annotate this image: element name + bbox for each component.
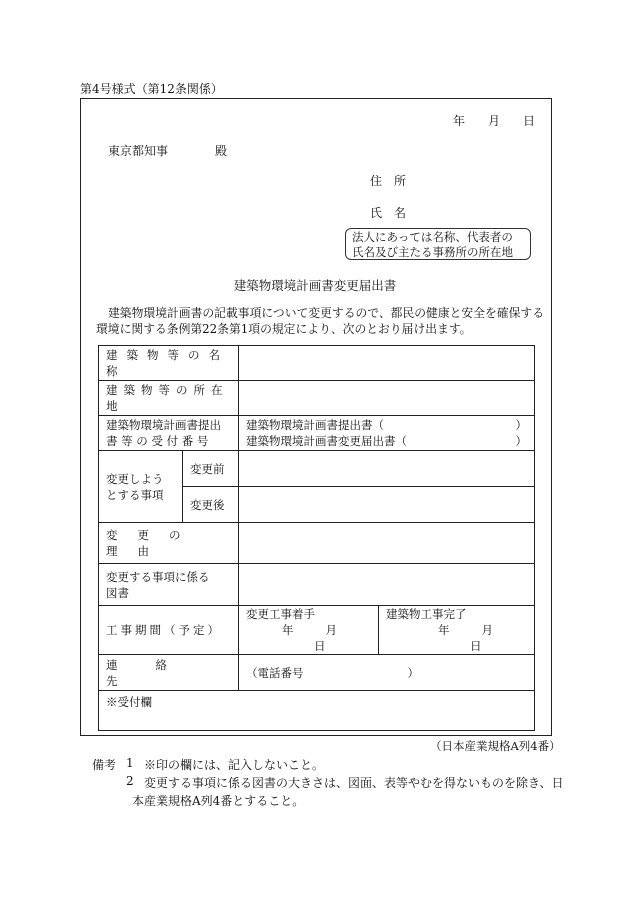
building-name-label: 建築物等の名称: [99, 346, 239, 381]
form-number: 第4号様式（第12条関係）: [80, 82, 223, 96]
building-location-label: 建築物等の所在地: [99, 381, 239, 416]
addressee-name: 東京都知事: [108, 144, 169, 158]
completion-field[interactable]: 建築物工事完了 年 月日: [379, 606, 535, 655]
corp-note-line2: 氏名及び主たる事務所の所在地: [352, 245, 513, 259]
note2-line2: 本産業規格A列4番とすること。: [132, 794, 305, 808]
contact-label: 連絡先: [99, 655, 239, 691]
period-label: 工事期間（予定）: [99, 606, 239, 655]
receipt-number-field[interactable]: 建築物環境計画書提出書（ ） 建築物環境計画書変更届出書（ ）: [239, 416, 535, 451]
date-month: 月: [488, 114, 501, 128]
address-label: 住 所: [370, 174, 407, 188]
reception-label: ※受付欄: [106, 695, 152, 709]
after-field[interactable]: [239, 487, 535, 523]
docs-label: 変更する事項に係る 図書: [99, 564, 239, 606]
before-label: 変更前: [183, 451, 239, 487]
note2-number: 2: [126, 774, 134, 788]
form-title: 建築物環境計画書変更届出書: [233, 278, 397, 293]
note1-text: ※印の欄には、記入しないこと。: [144, 758, 325, 772]
change-items-label: 変更しよう とする事項: [99, 451, 183, 523]
building-location-field[interactable]: [239, 381, 535, 416]
intro-line2: 環境に関する条例第22条第1項の規定により、次のとおり届け出ます。: [96, 322, 472, 336]
paper-size-note: （日本産業規格A列4番）: [430, 739, 561, 753]
receipt-option-change: 建築物環境計画書変更届出書（: [246, 434, 407, 448]
corp-note-line1: 法人にあっては名称、代表者の: [352, 230, 513, 244]
reason-label: 変更の理由: [99, 523, 239, 564]
note2-line1: 変更する事項に係る図書の大きさは、図面、表等やむを得ないものを除き、日: [144, 776, 564, 790]
completion-label: 建築物工事完了: [386, 607, 467, 621]
intro-line1: 建築物環境計画書の記載事項について変更するので、都民の健康と安全を確保する: [108, 306, 545, 320]
before-field[interactable]: [239, 451, 535, 487]
docs-field[interactable]: [239, 564, 535, 606]
change-start-field[interactable]: 変更工事着手 年 月日: [239, 606, 379, 655]
after-label: 変更後: [183, 487, 239, 523]
building-name-field[interactable]: [239, 346, 535, 381]
phone-field[interactable]: （電話番号 ）: [239, 655, 535, 691]
change-start-label: 変更工事着手: [246, 607, 315, 621]
name-label: 氏 名: [370, 206, 407, 220]
receipt-number-label: 建築物環境計画書提出 書 等 の 受 付 番 号: [99, 416, 239, 451]
form-table: [98, 345, 535, 731]
receipt-option-submission: 建築物環境計画書提出書（: [246, 418, 384, 432]
notes-label: 備考: [92, 758, 117, 772]
addressee-honorific: 殿: [215, 144, 228, 158]
date-year: 年: [453, 114, 466, 128]
note1-number: 1: [126, 756, 134, 770]
date-day: 日: [523, 114, 536, 128]
reception-box: [99, 691, 535, 731]
reason-field[interactable]: [239, 523, 535, 564]
